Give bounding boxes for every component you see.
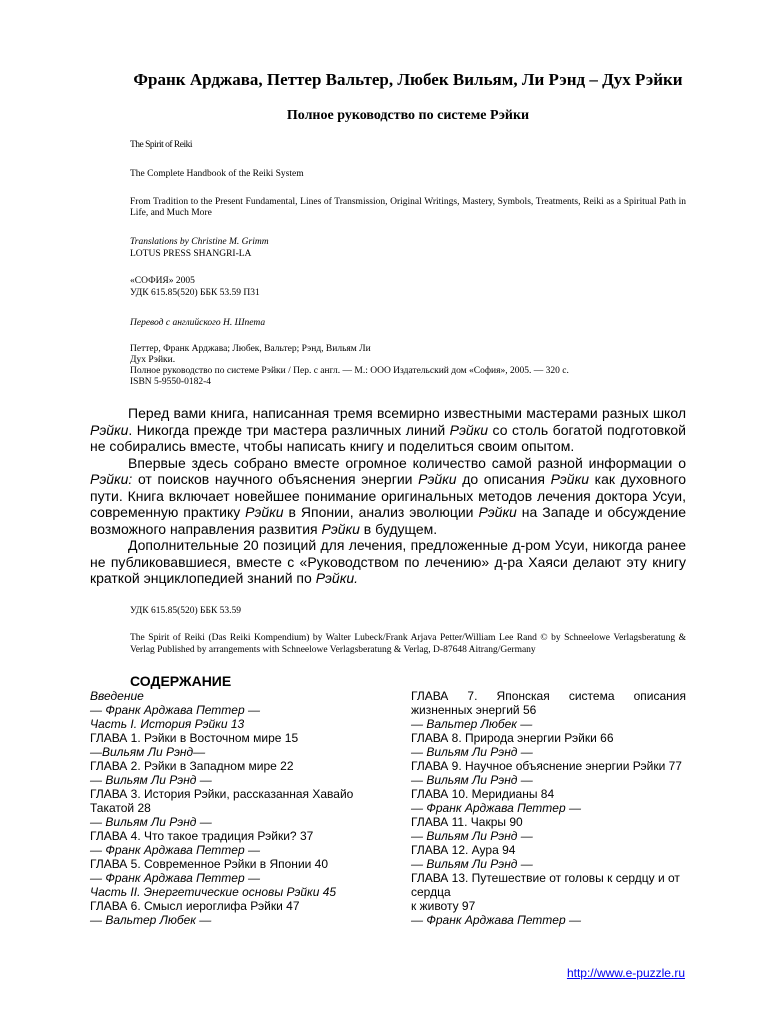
book-subtitle: Полное руководство по системе Рэйки [286, 108, 530, 123]
book-title: Франк Арджава, Петтер Вальтер, Любек Вильям, Ли Рэнд – Дух Рэйки [133, 70, 683, 89]
udk-bbk: УДК 615.85(520) ББК 53.59 П31 [130, 288, 260, 298]
translator-credit: Translations by Christine M. Grimm [130, 237, 269, 247]
toc-entry: — Франк Арджава Петтер — [411, 913, 581, 927]
bibliographic-title: Дух Рэйки. [130, 355, 176, 365]
toc-right-column [411, 689, 686, 927]
toc-entry: —Вильям Ли Рэнд— [90, 745, 206, 759]
toc-entry: — Вальтер Любек — [411, 717, 533, 731]
toc-entry: — Вальтер Любек — [90, 913, 212, 927]
toc-entry: ГЛАВА 10. Меридианы 84 [411, 787, 555, 801]
toc-entry: — Франк Арджава Петтер — [90, 871, 260, 885]
toc-entry: — Вильям Ли Рэнд — [411, 745, 533, 759]
toc-entry: ГЛАВА 1. Рэйки в Восточном мире 15 [90, 731, 299, 745]
publisher-year: «СОФИЯ» 2005 [130, 276, 195, 286]
toc-entry: ГЛАВА 13. Путешествие от головы к сердцу и от [411, 871, 680, 885]
toc-entry: ГЛАВА 5. Современное Рэйки в Японии 40 [90, 857, 329, 871]
copyright-notice: The Spirit of Reiki (Das Reiki Kompendium) by Walter Lubeck/Frank Arjava Petter/William Lee Rand © by Schneelowe Verlagsberatung & Verlag Published by arrangements with Schneelowe Verlagsberatung & Verlag, D-87648 Aitrang/Germany [130, 633, 686, 655]
bibliographic-details: Полное руководство по системе Рэйки / Пер. с англ. — М.: ООО Издательский дом «София», 2005. — 320 с. [130, 366, 569, 376]
toc-entry: ГЛАВА 2. Рэйки в Западном мире 22 [90, 759, 294, 773]
udk-bbk-secondary: УДК 615.85(520) ББК 53.59 [130, 606, 242, 616]
toc-entry: — Вильям Ли Рэнд — [411, 829, 533, 843]
annotation-paragraph: Дополнительные 20 позиций для лечения, предложенные д-ром Усуи, никогда ранее не публиковавшиеся, вместе с «Руководством по лечению» д-ра Хаяси делают эту книгу краткой энциклопедией знаний по Рэйки. [90, 537, 686, 586]
toc-entry: — Вильям Ли Рэнд — [90, 815, 212, 829]
toc-entry: к животу 97 [411, 899, 476, 913]
toc-entry: — Франк Арджава Петтер — [90, 843, 260, 857]
toc-entry: Такатой 28 [90, 801, 151, 815]
toc-heading: СОДЕРЖАНИЕ [130, 673, 232, 689]
toc-entry: — Франк Арджава Петтер — [90, 703, 260, 717]
original-title: The Spirit of Reiki [130, 140, 193, 150]
toc-entry: ГЛАВА 4. Что такое традиция Рэйки? 37 [90, 829, 314, 843]
toc-entry: ГЛАВА 9. Научное объяснение энергии Рэйки 77 [411, 759, 682, 773]
toc-entry: ГЛАВА 7. Японская система описания [411, 689, 686, 703]
toc-entry: — Вильям Ли Рэнд — [411, 773, 533, 787]
translation-note: Перевод с английского Н. Шпета [130, 318, 266, 328]
toc-entry: — Вильям Ли Рэнд — [90, 773, 212, 787]
toc-entry: сердца [411, 885, 451, 899]
toc-entry: ГЛАВА 3. История Рэйки, рассказанная Хавайо [90, 787, 354, 801]
toc-entry: — Вильям Ли Рэнд — [411, 857, 533, 871]
toc-entry: Часть II. Энергетические основы Рэйки 45 [90, 885, 337, 899]
original-description: From Tradition to the Present Fundamental, Lines of Transmission, Original Writings, Mastery, Symbols, Treatments, Reiki as a Spiritual Path in Life, and Much More [130, 197, 686, 218]
toc-entry: ГЛАВА 6. Смысл иероглифа Рэйки 47 [90, 899, 300, 913]
toc-entry: ГЛАВА 11. Чакры 90 [411, 815, 523, 829]
toc-entry: — Франк Арджава Петтер — [411, 801, 581, 815]
original-publisher: LOTUS PRESS SHANGRI-LA [130, 249, 252, 259]
toc-entry: ГЛАВА 8. Природа энергии Рэйки 66 [411, 731, 614, 745]
annotation-paragraph: Перед вами книга, написанная тремя всемирно известными мастерами разных школ Рэйки. Никогда прежде три мастера различных линий Рэйки со столь богатой подготовкой не собирались вместе, чтобы написать книгу и поделиться своим опытом. [90, 405, 686, 454]
bibliographic-authors: Петтер, Франк Арджава; Любек, Вальтер; Рэнд, Вильям Ли [130, 344, 371, 354]
toc-entry: Часть I. История Рэйки 13 [90, 717, 245, 731]
isbn: ISBN 5-9550-0182-4 [130, 377, 212, 387]
toc-entry: Введение [90, 689, 144, 703]
toc-left-column [90, 689, 390, 927]
toc-entry: ГЛАВА 12. Аура 94 [411, 843, 516, 857]
annotation-text [90, 405, 686, 587]
original-subtitle: The Complete Handbook of the Reiki System [130, 169, 304, 179]
toc-entry: жизненных энергий 56 [411, 703, 537, 717]
annotation-paragraph: Впервые здесь собрано вместе огромное количество самой разной информации о Рэйки: от поисков научного объяснения энергии Рэйки до описания Рэйки как духовного пути. Книга включает новейшее понимание оригинальных методов лечения доктора Усуи, современную практику Рэйки в Японии, анализ эволюции Рэйки на Западе и обсуждение возможного направления развития Рэйки в будущем. [90, 454, 686, 537]
footer-site-link[interactable]: http://www.e-puzzle.ru [566, 966, 685, 980]
